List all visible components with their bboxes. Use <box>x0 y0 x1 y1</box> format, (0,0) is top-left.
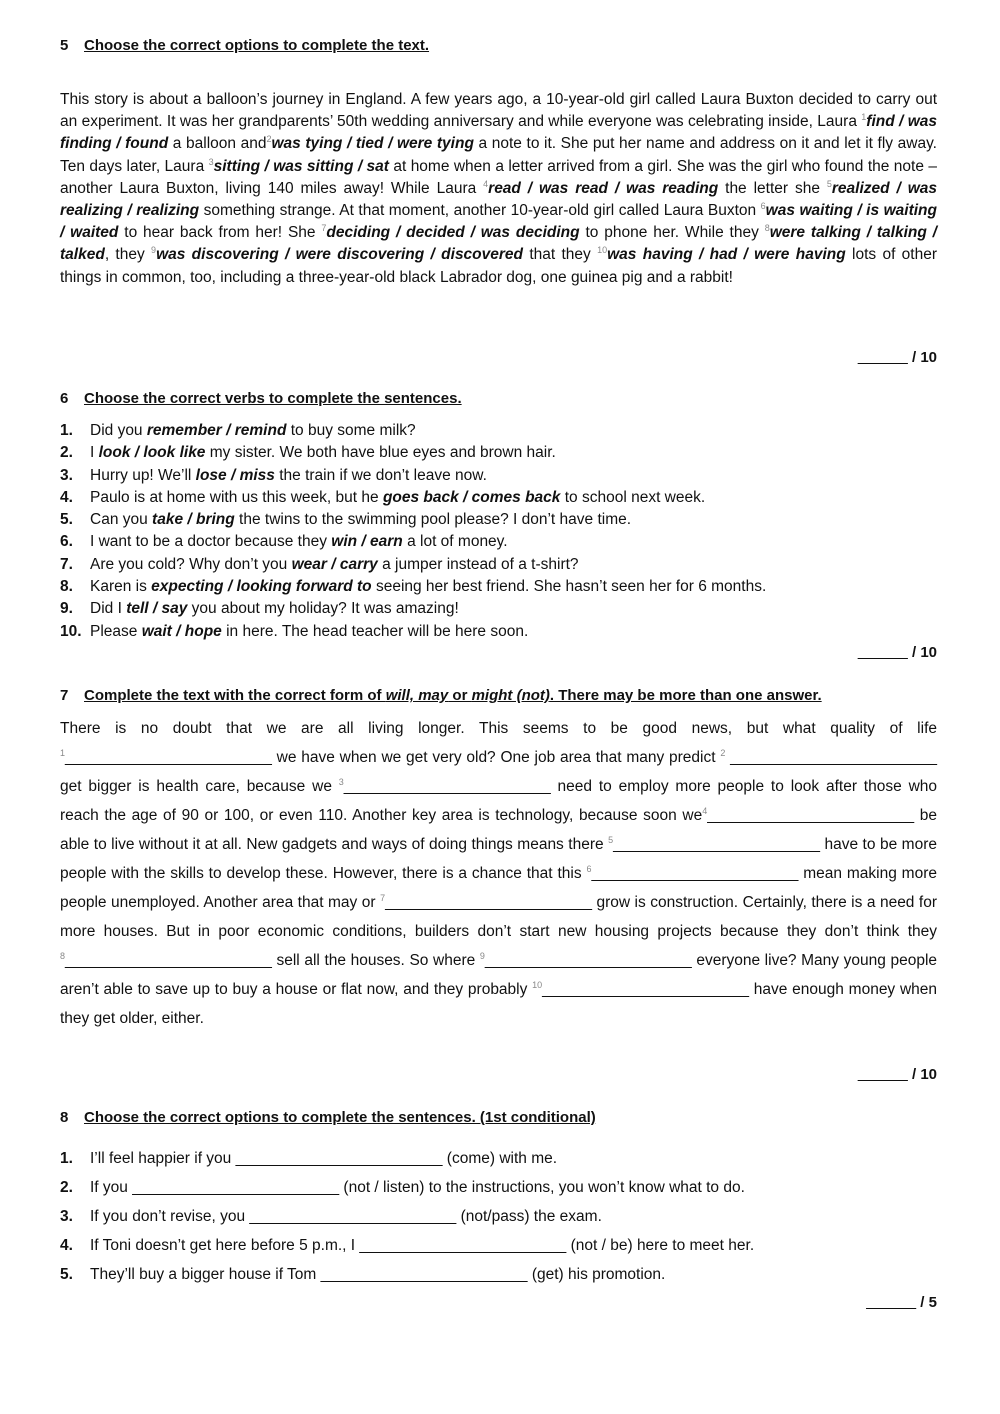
blank-1[interactable]: ________________________ <box>65 749 272 766</box>
verb-options[interactable]: goes back / comes back <box>382 488 561 506</box>
verb-options[interactable]: expecting / looking forward to <box>151 578 372 596</box>
list-item: 3. If you don’t revise, you ________________________ (not/pass) the exam. <box>60 1208 602 1225</box>
answer-blank[interactable]: ________________________ <box>320 1266 528 1283</box>
verb-options[interactable]: look / look like <box>98 444 206 462</box>
gap-7-options[interactable]: deciding / decided / was deciding <box>326 224 580 242</box>
section6-list <box>60 420 937 643</box>
verb-options[interactable]: lose / miss <box>195 466 275 484</box>
list-item: 5. Can you take / bring the twins to the swimming pool please? I don’t have time. <box>60 511 632 529</box>
section5-score: ______ / 10 <box>857 349 937 366</box>
section7-number: 7 <box>60 687 69 704</box>
section8-title: Choose the correct options to complete the sentences. (1st conditional) <box>84 1109 596 1126</box>
list-item: 5. They’ll buy a bigger house if Tom ________________________ (get) his promotion. <box>60 1266 666 1283</box>
answer-blank[interactable]: ________________________ <box>359 1237 567 1254</box>
section7-score: ______ / 10 <box>857 1066 937 1083</box>
list-item: 2. I look / look like my sister. We both have blue eyes and brown hair. <box>60 444 556 462</box>
list-item: 1. Did you remember / remind to buy some milk? <box>60 422 416 439</box>
list-item: 4. If Toni doesn’t get here before 5 p.m., I ________________________ (not / be) here to meet her. <box>60 1237 755 1254</box>
section6-title: Choose the correct verbs to complete the sentences. <box>84 390 462 407</box>
section5-heading <box>60 37 429 54</box>
blank-8[interactable]: ________________________ <box>65 952 272 969</box>
gap-6-options[interactable]: was waiting / is waiting / waited <box>60 202 937 242</box>
score-blank[interactable]: ______ <box>857 644 908 661</box>
section6-heading <box>60 390 462 407</box>
blank-10[interactable]: ________________________ <box>542 981 750 998</box>
verb-options[interactable]: wear / carry <box>291 555 378 573</box>
list-item: 9. Did I tell / say you about my holiday? It was amazing! <box>60 600 459 618</box>
score-blank[interactable]: ______ <box>857 349 908 366</box>
section8-score: ______ / 5 <box>866 1294 937 1311</box>
section5-number: 5 <box>60 37 69 54</box>
section8-heading <box>60 1109 596 1126</box>
list-item: 4. Paulo is at home with us this week, but he goes back / comes back to school next week. <box>60 488 706 506</box>
answer-blank[interactable]: ________________________ <box>132 1179 340 1196</box>
blank-3[interactable]: ________________________ <box>343 778 551 795</box>
list-item: 2. If you ________________________ (not / listen) to the instructions, you won’t know what to do. <box>60 1179 745 1196</box>
gap-1-options[interactable]: find / was finding / found <box>60 113 937 153</box>
list-item: 1. I’ll feel happier if you ________________________ (come) with me. <box>60 1150 558 1167</box>
section7-title: Complete the text with the correct form of will, may or might (not). There may be more than one answer. <box>84 687 822 704</box>
score-blank[interactable]: ______ <box>866 1294 917 1311</box>
list-item: 10. Please wait / hope in here. The head teacher will be here soon. <box>60 622 529 640</box>
gap-10-options[interactable]: was having / had / were having <box>607 246 846 264</box>
gap-8-options[interactable]: were talking / talking / talked <box>60 224 937 264</box>
blank-4[interactable]: ________________________ <box>707 807 915 824</box>
score-blank[interactable]: ______ <box>857 1066 908 1083</box>
blank-7[interactable]: ________________________ <box>385 894 592 911</box>
list-item: 6. I want to be a doctor because they win / earn a lot of money. <box>60 533 508 551</box>
gap-9-options[interactable]: was discovering / were discovering / discovered <box>156 246 524 264</box>
gap-3-options[interactable]: sitting / was sitting / sat <box>213 157 389 175</box>
verb-options[interactable]: remember / remind <box>146 422 287 439</box>
section5-story: This story is about a balloon’s journey in England. A few years ago, a 10-year-old girl called Laura Buxton decided to carry out an experiment. It was her grandparents’ 50th wedding anniversary and while everyone was celebrating inside, Laura $^1$find / was finding / found a balloon and$^2$was tying / tied / were tying a note to it. She put her name and address on it and let it fly away. Ten days later, Laura $^3$sitting / was sitting / sat at home when a letter arrived from a girl. She was the girl who found the note – another Laura Buxton, living 140 miles away! While Laura $^4$read / was read / was reading the letter she $^5$realized / was realizing / realizing something strange. At that moment, another 10-year-old girl called Laura Buxton $^6$was waiting / is waiting / waited to hear back from her! She $^7$deciding / decided / was deciding to phone her. While they $^8$were talking / talking / talked, they $^9$was discovering / were discovering / discovered that they $^{10}$was having / had / were having lots of other things in common, too, including a three-year-old black Labrador dog, one guinea pig and a rabbit! <box>60 91 938 286</box>
section5-title: Choose the correct options to complete the text. <box>84 37 430 54</box>
section7-text: There is no doubt that we are all living longer. This seems to be good news, but what quality of life $^1$________________________ we have when we get very old? One job area that many predict $^2$ ________________________ get bigger is health care, because we $^3$________________________ need to employ more people to look after those who reach the age of 90 or 100, or even 110. Another key area is technology, because soon $we^4\_\_\_\_\_\_\_\_\_\_\_\_\_\_\_\_\_\_\_\_\_\_\_\_$ be able to live without it at all. New gadgets and ways of doing things means there $^5$________________________ have to be more people with the skills to develop these. However, there is a chance that this $^6$________________________ mean making more people unemployed. Another area that may or $^7$________________________ grow is construction. Certainly, there is a need for more houses. But in poor economic conditions, builders don’t start new housing projects because they don’t think they $^8$________________________ sell all the houses. So where $^9$________________________ everyone live? Many young people aren’t able to save up to buy a house or flat now, and they probably $^{10}$________________________ have enough money when they get older, either. <box>60 720 938 1027</box>
blank-2[interactable]: ________________________ <box>730 749 937 766</box>
verb-options[interactable]: wait / hope <box>141 622 222 640</box>
section8-list <box>60 1145 937 1290</box>
blank-6[interactable]: ________________________ <box>591 865 799 882</box>
verb-options[interactable]: take / bring <box>152 511 235 529</box>
list-item: 3. Hurry up! We’ll lose / miss the train if we don’t leave now. <box>60 466 487 484</box>
answer-blank[interactable]: ________________________ <box>249 1208 457 1225</box>
blank-5[interactable]: ________________________ <box>613 836 820 853</box>
list-item: 8. Karen is expecting / looking forward to seeing her best friend. She hasn’t seen her for 6 months. <box>60 578 767 596</box>
section7-heading <box>60 687 822 704</box>
verb-options[interactable]: win / earn <box>331 533 403 551</box>
section8-number: 8 <box>60 1109 69 1126</box>
section6-number: 6 <box>60 390 69 407</box>
blank-9[interactable]: ________________________ <box>484 952 692 969</box>
gap-5-options[interactable]: realized / was realizing / realizing <box>60 179 937 220</box>
answer-blank[interactable]: ________________________ <box>235 1150 443 1167</box>
section6-score: ______ / 10 <box>857 644 937 661</box>
list-item: 7. Are you cold? Why don’t you wear / carry a jumper instead of a t-shirt? <box>60 555 579 573</box>
gap-4-options[interactable]: read / was read / was reading <box>488 179 719 197</box>
verb-options[interactable]: tell / say <box>126 600 188 618</box>
gap-2-options[interactable]: was tying / tied / were tying <box>271 135 474 153</box>
